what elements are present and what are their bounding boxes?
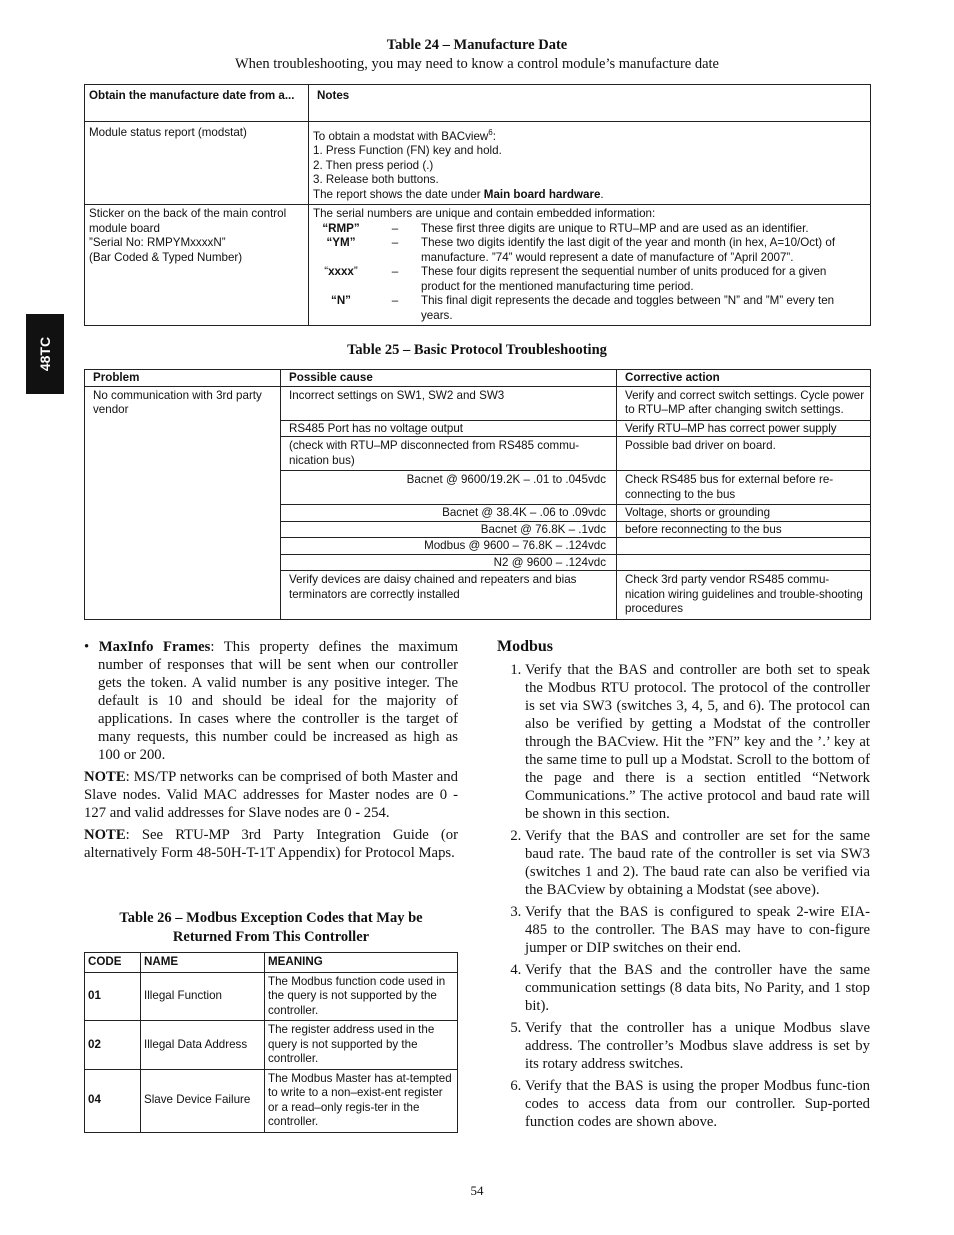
serial-intro: The serial numbers are unique and contain embedded information: xyxy=(313,207,656,221)
table-cell: Check RS485 bus for external before re-connecting to the bus xyxy=(617,471,871,505)
table-cell-code: 02 xyxy=(85,1021,141,1070)
table-cell: Verify and correct switch settings. Cycle power to RTU–MP after changing switch settings. xyxy=(617,386,871,420)
page-number: 54 xyxy=(470,1183,484,1198)
sticker-text: Sticker on the back of the main control module board xyxy=(89,207,287,235)
table-cell: Module status report (modstat) xyxy=(85,122,309,205)
serial-row: “YM” – These two digits identify the last digit of the year and month (in hex, A=10/Oct) of manufacture. ”74” would represent a date of manufacture of ”April 2007”. xyxy=(326,236,836,264)
maxinfo-bullet: • MaxInfo Frames: This property defines the maximum number of responses that will be sent when our controller gets the token. A valid number is any positive integer. The default is 10 and should be ideal for the majority of applications. In cases where the controller is the target of many requests, this number could be increased as high as 100 or 200. xyxy=(84,639,458,763)
table-row xyxy=(85,1021,458,1070)
modstat-step: 3. Release both buttons. xyxy=(313,173,439,187)
table-header-cell: Possible cause xyxy=(281,370,617,387)
table-cell: Voltage, shorts or grounding xyxy=(617,505,871,522)
table-cell-code: 01 xyxy=(85,972,141,1021)
right-column xyxy=(497,638,870,1135)
table-cell: (check with RTU–MP disconnected from RS485 commu-nication bus) xyxy=(281,437,617,471)
table-cell-name: Illegal Function xyxy=(141,972,265,1021)
table26-title: Table 26 – Modbus Exception Codes that May be Returned From This Controller xyxy=(119,910,423,945)
sticker-note: (Bar Coded & Typed Number) xyxy=(89,250,243,264)
left-column xyxy=(84,638,458,866)
list-item: 4. Verify that the BAS and the controller have the same communication settings (8 data bits, No Parity, and 1 stop bit). xyxy=(525,961,870,1015)
table-header-cell: Obtain the manufacture date from a... xyxy=(85,85,309,122)
table-header-cell: Corrective action xyxy=(617,370,871,387)
modstat-intro: To obtain a modstat with BACview$^6$: xyxy=(313,128,496,143)
table-row xyxy=(85,205,871,326)
table-cell: RS485 Port has no voltage output xyxy=(281,420,617,437)
serial-row: “N” – This final digit represents the decade and toggles between ”N” and ”M” every ten years. xyxy=(331,294,835,322)
sticker-serial: ”Serial No: RMPYMxxxxN” xyxy=(89,236,226,250)
table-cell-meaning: The register address used in the query is not supported by the controller. xyxy=(265,1021,458,1070)
table24-title: Table 24 – Manufacture Date xyxy=(386,37,568,53)
modbus-heading: Modbus xyxy=(497,638,554,655)
table-cell-meaning: The Modbus function code used in the query is not supported by the controller. xyxy=(265,972,458,1021)
table-cell: Incorrect settings on SW1, SW2 and SW3 xyxy=(281,386,617,420)
table26 xyxy=(84,952,458,1133)
table-cell: Verify RTU–MP has correct power supply xyxy=(617,420,871,437)
table-row xyxy=(85,122,871,205)
table-cell xyxy=(309,205,871,326)
table24-subtitle: When troubleshooting, you may need to know a control module’s manufacture date xyxy=(234,56,719,72)
table-cell: Bacnet @ 9600/19.2K – .01 to .045vdc xyxy=(281,471,617,505)
table-row xyxy=(85,972,458,1021)
table-cell: Verify devices are daisy chained and repeaters and bias terminators are correctly installed xyxy=(281,571,617,620)
note-protocol-maps: NOTE: See RTU-MP 3rd Party Integration Guide (or alternatively Form 48-50H-T-1T Appendix) for Protocol Maps. xyxy=(84,827,458,861)
table-cell: N2 @ 9600 – .124vdc xyxy=(281,554,617,571)
table-header-cell: Problem xyxy=(85,370,281,387)
note-ms-tp: NOTE: MS/TP networks can be comprised of both Master and Slave nodes. Valid MAC addresses for Master nodes are 0 - 127 and valid addresses for Slave nodes are 0 - 254. xyxy=(84,769,458,821)
table-cell-meaning: The Modbus Master has at-tempted to write to a non–exist-ent register or a read–only regis-ter in the controller. xyxy=(265,1069,458,1132)
table-row xyxy=(85,1069,458,1132)
list-item: 2. Verify that the BAS and controller are set for the same baud rate. The baud rate of the controller is set via SW3 (switches 1 and 2). The baud rate can also be verified via the BACview by obtaining a Modstat (see above). xyxy=(525,827,870,899)
table25-title: Table 25 – Basic Protocol Troubleshooting xyxy=(347,342,607,358)
table-header-row xyxy=(85,953,458,973)
table-cell xyxy=(617,538,871,555)
table-cell: Possible bad driver on board. xyxy=(617,437,871,471)
table-header-cell: MEANING xyxy=(265,953,458,973)
table-cell: Bacnet @ 38.4K – .06 to .09vdc xyxy=(281,505,617,522)
table-header-cell: CODE xyxy=(85,953,141,973)
table-header-row xyxy=(85,85,871,122)
list-item: 6. Verify that the BAS is using the proper Modbus func-tion codes to access data from our controller. Sup-ported function codes are shown above. xyxy=(525,1077,870,1131)
table-cell: Modbus @ 9600 – 76.8K – .124vdc xyxy=(281,538,617,555)
serial-row: “xxxx” – These four digits represent the sequential number of units produced for a given product for the mentioned manufacturing time period. xyxy=(324,265,827,293)
table-header-cell: Notes xyxy=(309,85,871,122)
table-cell xyxy=(309,122,871,205)
table-header-cell: NAME xyxy=(141,953,265,973)
table24 xyxy=(84,84,871,326)
table-cell-name: Illegal Data Address xyxy=(141,1021,265,1070)
side-tab: 48TC xyxy=(26,314,64,394)
table25 xyxy=(84,369,871,620)
table-cell-problem: No communication with 3rd party vendor xyxy=(85,386,281,619)
table-cell xyxy=(85,205,309,326)
serial-row: “RMP” – These first three digits are unique to RTU–MP and are used as an identifier. xyxy=(322,221,809,235)
modstat-report-note: The report shows the date under Main board hardware. xyxy=(313,187,604,201)
table-cell-code: 04 xyxy=(85,1069,141,1132)
list-item: 5. Verify that the controller has a unique Modbus slave address. The controller’s Modbus slave address is set by its rotary address switches. xyxy=(525,1019,870,1073)
table-cell: before reconnecting to the bus xyxy=(617,521,871,538)
list-item: 3. Verify that the BAS is configured to speak 2-wire EIA-485 to the controller. The BAS may have to con-figure jumper or DIP switches on their end. xyxy=(525,903,870,957)
modstat-step: 2. Then press period (.) xyxy=(313,158,434,172)
table-header-row xyxy=(85,370,871,387)
list-item: 1. Verify that the BAS and controller are both set to speak the Modbus RTU protocol. The protocol of the controller is set via SW3 (switches 3, 4, 5, and 6). The protocol can also be verified by getting a Modstat of the controller through the BACview. Hit the ”FN” key and the ’.’ key at the same time to pull up a Modstat. Scroll to the bottom of the page and there is a section entitled “Network Communications.” The active protocol and baud rate will be shown in this section. xyxy=(525,661,870,823)
table-cell xyxy=(617,554,871,571)
modbus-steps xyxy=(497,661,870,1131)
table-row xyxy=(85,386,871,420)
table-cell-name: Slave Device Failure xyxy=(141,1069,265,1132)
table-cell: Bacnet @ 76.8K – .1vdc xyxy=(281,521,617,538)
table-cell: Check 3rd party vendor RS485 commu-nication wiring guidelines and trouble-shooting procedures xyxy=(617,571,871,620)
modstat-step: 1. Press Function (FN) key and hold. xyxy=(313,144,502,158)
